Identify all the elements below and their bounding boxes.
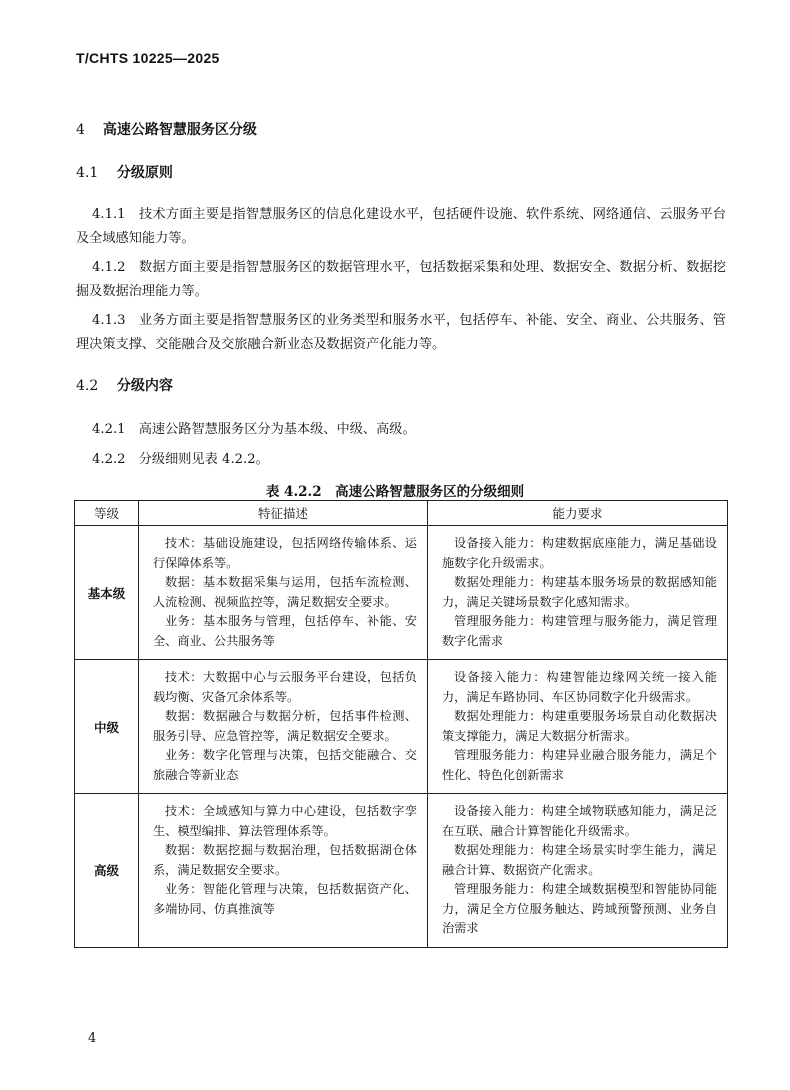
table-row: [75, 794, 728, 948]
features-cell: [139, 794, 428, 948]
capability-device: 设备接入能力：构建智能边缘网关统一接入能力，满足车路协同、车区协同数字化升级需求。: [442, 670, 717, 704]
features-cell: [139, 660, 428, 794]
feature-data: 数据：数据挖掘与数据治理，包括数据湖仓体系，满足数据安全要求。: [153, 843, 417, 877]
document-code: T/CHTS 10225—2025: [76, 50, 220, 66]
clause-4-1-1: 4.1.1 技术方面主要是指智慧服务区的信息化建设水平，包括硬件设施、软件系统、网络通信、云服务平台及全域感知能力等。: [76, 207, 726, 246]
clause-4-2-2: 4.2.2 分级细则见表 4.2.2。: [92, 452, 269, 467]
clause-4-2-1: 4.2.1 高速公路智慧服务区分为基本级、中级、高级。: [92, 422, 416, 437]
table-row: [75, 660, 728, 794]
grade-cell: 中级: [75, 660, 139, 794]
capability-data: 数据处理能力：构建基本服务场景的数据感知能力，满足关键场景数字化感知需求。: [442, 575, 717, 609]
feature-tech: 技术：基础设施建设，包括网络传输体系、运行保障体系等。: [153, 536, 417, 570]
feature-tech: 技术：大数据中心与云服务平台建设，包括负载均衡、灾备冗余体系等。: [153, 670, 417, 704]
grade-cell: 高级: [75, 794, 139, 948]
capability-cell: [428, 526, 728, 660]
section-title: 分级原则: [116, 165, 173, 181]
capability-management: 管理服务能力：构建异业融合服务能力，满足个性化、特色化创新需求: [442, 748, 717, 782]
section-4-heading: [76, 119, 257, 139]
feature-data: 数据：基本数据采集与运用，包括车流检测、人流检测、视频监控等，满足数据安全要求。: [153, 575, 417, 609]
section-4-1-heading: [76, 162, 173, 182]
capability-management: 管理服务能力：构建管理与服务能力，满足管理数字化需求: [442, 614, 717, 648]
section-4-2-heading: [76, 375, 173, 395]
header-capability: 能力要求: [428, 501, 728, 526]
section-title: 分级内容: [116, 378, 173, 394]
capability-data: 数据处理能力：构建重要服务场景自动化数据决策支撑能力，满足大数据分析需求。: [442, 709, 717, 743]
clause-4-1-2: 4.1.2 数据方面主要是指智慧服务区的数据管理水平，包括数据采集和处理、数据安全、数据分析、数据挖掘及数据治理能力等。: [76, 260, 726, 299]
clause-4-1-3: 4.1.3 业务方面主要是指智慧服务区的业务类型和服务水平，包括停车、补能、安全、商业、公共服务、管理决策支撑、交能融合及交旅融合新业态及数据资产化能力等。: [76, 313, 726, 352]
feature-business: 业务：基本服务与管理，包括停车、补能、安全、商业、公共服务等: [153, 614, 417, 648]
section-number: 4.2: [76, 378, 99, 394]
capability-cell: [428, 660, 728, 794]
capability-device: 设备接入能力：构建数据底座能力，满足基础设施数字化升级需求。: [442, 536, 717, 570]
feature-tech: 技术：全域感知与算力中心建设，包括数字孪生、模型编排、算法管理体系等。: [153, 804, 417, 838]
feature-data: 数据：数据融合与数据分析，包括事件检测、服务引导、应急管控等，满足数据安全要求。: [153, 709, 417, 743]
feature-business: 业务：数字化管理与决策，包括交能融合、交旅融合等新业态: [153, 748, 417, 782]
section-title: 高速公路智慧服务区分级: [102, 122, 257, 138]
section-number: 4.1: [76, 165, 99, 181]
section-number: 4: [76, 122, 85, 138]
page-number: 4: [88, 1031, 97, 1046]
capability-cell: [428, 794, 728, 948]
grade-cell: 基本级: [75, 526, 139, 660]
header-grade: 等级: [75, 501, 139, 526]
header-features: 特征描述: [139, 501, 428, 526]
capability-data: 数据处理能力：构建全场景实时孪生能力，满足融合计算、数据资产化需求。: [442, 843, 717, 877]
feature-business: 业务：智能化管理与决策，包括数据资产化、多端协同、仿真推演等: [153, 882, 417, 916]
table-caption: 表 4.2.2 高速公路智慧服务区的分级细则: [265, 484, 525, 500]
grading-table: [74, 500, 728, 948]
features-cell: [139, 526, 428, 660]
table-row: [75, 526, 728, 660]
table-header-row: [75, 501, 728, 526]
capability-management: 管理服务能力：构建全域数据模型和智能协同能力，满足全方位服务触达、跨域预警预测、业务自治需求: [442, 882, 717, 935]
capability-device: 设备接入能力：构建全域物联感知能力，满足泛在互联、融合计算智能化升级需求。: [442, 804, 717, 838]
